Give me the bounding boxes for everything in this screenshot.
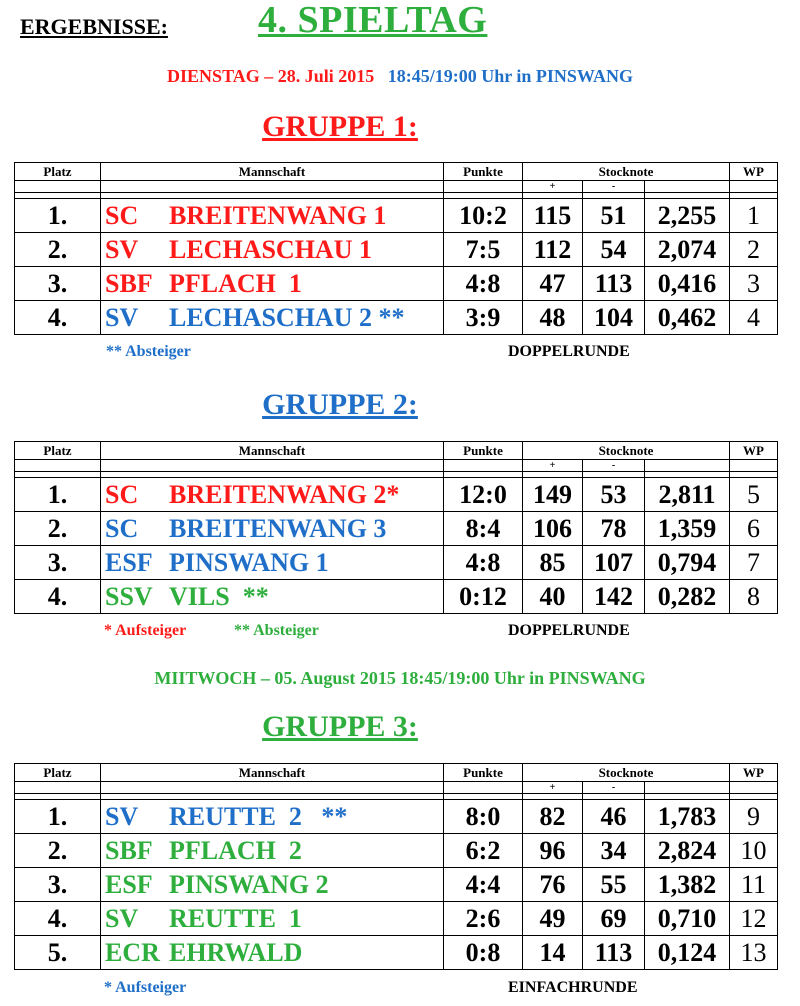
col-plus: +	[523, 181, 583, 193]
stock-minus-cell: 55	[583, 868, 645, 902]
wp-cell: 6	[730, 512, 778, 546]
team-row	[15, 834, 778, 868]
team-name: EHRWALD	[169, 937, 303, 967]
subheader-blank	[730, 181, 778, 193]
team-row	[15, 936, 778, 970]
date-line-tuesday	[0, 66, 800, 87]
col-mannschaft: Mannschaft	[101, 442, 444, 460]
subheader-blank	[101, 782, 444, 794]
stock-quotient-cell: 2,074	[645, 233, 730, 267]
team-cell	[101, 199, 444, 233]
team-name: BREITENWANG 1	[169, 200, 387, 230]
points-cell: 0:12	[444, 580, 523, 614]
stock-plus-cell: 112	[523, 233, 583, 267]
club-abbr: SBF	[105, 268, 153, 298]
stock-quotient-cell: 1,382	[645, 868, 730, 902]
points-cell: 10:2	[444, 199, 523, 233]
wp-cell: 10	[730, 834, 778, 868]
stock-minus-cell: 54	[583, 233, 645, 267]
col-stocknote: Stocknote	[523, 163, 730, 181]
stock-plus-cell: 85	[523, 546, 583, 580]
col-plus: +	[523, 782, 583, 794]
wp-cell: 4	[730, 301, 778, 335]
team-row	[15, 199, 778, 233]
tuesday-time-place: 18:45/19:00 Uhr in PINSWANG	[387, 66, 633, 86]
group-3-note: * Aufsteiger	[104, 979, 187, 996]
stock-quotient-cell: 2,824	[645, 834, 730, 868]
wp-cell: 9	[730, 800, 778, 834]
stock-minus-cell: 78	[583, 512, 645, 546]
club-abbr: SSV	[105, 581, 153, 611]
col-stocknote: Stocknote	[523, 442, 730, 460]
stock-minus-cell: 53	[583, 478, 645, 512]
team-name: BREITENWANG 2*	[169, 479, 400, 509]
wp-cell: 5	[730, 478, 778, 512]
stock-plus-cell: 76	[523, 868, 583, 902]
team-name: LECHASCHAU 1	[169, 234, 372, 264]
header-row	[15, 764, 778, 782]
club-abbr: SC	[105, 479, 139, 509]
stock-plus-cell: 14	[523, 936, 583, 970]
group-1-title: GRUPPE 1:	[262, 110, 418, 143]
stock-plus-cell: 40	[523, 580, 583, 614]
col-punkte: Punkte	[444, 442, 523, 460]
subheader-row	[15, 460, 778, 472]
subheader-blank	[101, 181, 444, 193]
group-2-note-a: * Aufsteiger	[104, 622, 187, 639]
stock-minus-cell: 51	[583, 199, 645, 233]
wp-cell: 12	[730, 902, 778, 936]
col-stocknote: Stocknote	[523, 764, 730, 782]
club-abbr: SC	[105, 513, 139, 543]
col-minus: -	[583, 460, 645, 472]
club-abbr: SV	[105, 234, 139, 264]
team-cell	[101, 512, 444, 546]
points-cell: 4:8	[444, 546, 523, 580]
stock-quotient-cell: 1,783	[645, 800, 730, 834]
stock-plus-cell: 48	[523, 301, 583, 335]
subheader-blank	[645, 181, 730, 193]
team-row	[15, 800, 778, 834]
stock-minus-cell: 142	[583, 580, 645, 614]
col-platz: Platz	[15, 764, 101, 782]
wp-cell: 11	[730, 868, 778, 902]
stock-minus-cell: 107	[583, 546, 645, 580]
rank-cell: 1.	[15, 800, 101, 834]
stock-quotient-cell: 0,710	[645, 902, 730, 936]
points-cell: 4:4	[444, 868, 523, 902]
team-cell	[101, 267, 444, 301]
stock-quotient-cell: 2,255	[645, 199, 730, 233]
points-cell: 7:5	[444, 233, 523, 267]
stock-plus-cell: 96	[523, 834, 583, 868]
subheader-blank	[15, 181, 101, 193]
team-cell	[101, 546, 444, 580]
points-cell: 0:8	[444, 936, 523, 970]
col-punkte: Punkte	[444, 163, 523, 181]
col-minus: -	[583, 181, 645, 193]
group-2-table	[14, 441, 778, 614]
rank-cell: 1.	[15, 478, 101, 512]
stock-minus-cell: 113	[583, 267, 645, 301]
group-2-format: DOPPELRUNDE	[508, 622, 630, 639]
team-row	[15, 868, 778, 902]
group-1-note: ** Absteiger	[106, 343, 191, 360]
team-row	[15, 233, 778, 267]
wp-cell: 7	[730, 546, 778, 580]
stock-quotient-cell: 2,811	[645, 478, 730, 512]
rank-cell: 4.	[15, 580, 101, 614]
rank-cell: 2.	[15, 834, 101, 868]
points-cell: 8:0	[444, 800, 523, 834]
col-wp: WP	[730, 163, 778, 181]
subheader-blank	[645, 782, 730, 794]
subheader-blank	[15, 782, 101, 794]
col-punkte: Punkte	[444, 764, 523, 782]
rank-cell: 2.	[15, 233, 101, 267]
subheader-blank	[444, 782, 523, 794]
header-row	[15, 163, 778, 181]
rank-cell: 4.	[15, 902, 101, 936]
rank-cell: 3.	[15, 267, 101, 301]
stock-quotient-cell: 0,416	[645, 267, 730, 301]
rank-cell: 3.	[15, 546, 101, 580]
club-abbr: SV	[105, 801, 139, 831]
team-cell	[101, 834, 444, 868]
wp-cell: 8	[730, 580, 778, 614]
col-platz: Platz	[15, 163, 101, 181]
stock-quotient-cell: 1,359	[645, 512, 730, 546]
points-cell: 6:2	[444, 834, 523, 868]
club-abbr: ESF	[105, 547, 153, 577]
wp-cell: 2	[730, 233, 778, 267]
col-platz: Platz	[15, 442, 101, 460]
col-wp: WP	[730, 764, 778, 782]
subheader-blank	[444, 460, 523, 472]
team-cell	[101, 868, 444, 902]
group-3-table	[14, 763, 778, 970]
stock-plus-cell: 47	[523, 267, 583, 301]
rank-cell: 1.	[15, 199, 101, 233]
rank-cell: 4.	[15, 301, 101, 335]
matchday-title: 4. SPIELTAG	[258, 0, 488, 41]
team-row	[15, 546, 778, 580]
group-3-title: GRUPPE 3:	[262, 710, 418, 743]
club-abbr: SV	[105, 302, 139, 332]
subheader-row	[15, 782, 778, 794]
subheader-blank	[101, 460, 444, 472]
points-cell: 8:4	[444, 512, 523, 546]
subheader-row	[15, 181, 778, 193]
points-cell: 2:6	[444, 902, 523, 936]
results-label: ERGEBNISSE:	[20, 14, 168, 39]
team-cell	[101, 902, 444, 936]
team-row	[15, 580, 778, 614]
group-1-table	[14, 162, 778, 335]
stock-plus-cell: 82	[523, 800, 583, 834]
team-name: REUTTE 1	[169, 903, 302, 933]
wp-cell: 13	[730, 936, 778, 970]
points-cell: 12:0	[444, 478, 523, 512]
club-abbr: ESF	[105, 869, 153, 899]
group-1-format: DOPPELRUNDE	[508, 343, 630, 360]
team-name: REUTTE 2 **	[169, 801, 348, 831]
rank-cell: 3.	[15, 868, 101, 902]
stock-minus-cell: 34	[583, 834, 645, 868]
stock-plus-cell: 115	[523, 199, 583, 233]
header-row	[15, 442, 778, 460]
stock-plus-cell: 106	[523, 512, 583, 546]
rank-cell: 5.	[15, 936, 101, 970]
team-cell	[101, 580, 444, 614]
subheader-blank	[730, 782, 778, 794]
team-name: PINSWANG 1	[169, 547, 329, 577]
subheader-blank	[730, 460, 778, 472]
team-row	[15, 478, 778, 512]
group-2-title: GRUPPE 2:	[262, 388, 418, 421]
team-cell	[101, 478, 444, 512]
col-minus: -	[583, 782, 645, 794]
team-row	[15, 267, 778, 301]
team-name: PFLACH 1	[169, 268, 302, 298]
stock-plus-cell: 149	[523, 478, 583, 512]
stock-quotient-cell: 0,124	[645, 936, 730, 970]
points-cell: 4:8	[444, 267, 523, 301]
team-row	[15, 512, 778, 546]
team-name: LECHASCHAU 2 **	[169, 302, 405, 332]
stock-minus-cell: 46	[583, 800, 645, 834]
team-cell	[101, 301, 444, 335]
team-cell	[101, 233, 444, 267]
club-abbr: SC	[105, 200, 139, 230]
stock-minus-cell: 113	[583, 936, 645, 970]
team-cell	[101, 936, 444, 970]
team-name: PINSWANG 2	[169, 869, 329, 899]
subheader-blank	[645, 460, 730, 472]
team-row	[15, 301, 778, 335]
wp-cell: 1	[730, 199, 778, 233]
stock-quotient-cell: 0,462	[645, 301, 730, 335]
points-cell: 3:9	[444, 301, 523, 335]
subheader-blank	[444, 181, 523, 193]
stock-plus-cell: 49	[523, 902, 583, 936]
group-2-note-b: ** Absteiger	[234, 622, 319, 639]
stock-minus-cell: 69	[583, 902, 645, 936]
col-mannschaft: Mannschaft	[101, 163, 444, 181]
team-name: BREITENWANG 3	[169, 513, 387, 543]
col-mannschaft: Mannschaft	[101, 764, 444, 782]
club-abbr: ECR	[105, 937, 160, 967]
club-abbr: SBF	[105, 835, 153, 865]
stock-quotient-cell: 0,794	[645, 546, 730, 580]
club-abbr: SV	[105, 903, 139, 933]
team-row	[15, 902, 778, 936]
rank-cell: 2.	[15, 512, 101, 546]
col-plus: +	[523, 460, 583, 472]
team-name: VILS **	[169, 581, 269, 611]
stock-minus-cell: 104	[583, 301, 645, 335]
group-3-format: EINFACHRUNDE	[508, 979, 638, 996]
col-wp: WP	[730, 442, 778, 460]
wp-cell: 3	[730, 267, 778, 301]
tuesday-date: DIENSTAG – 28. Juli 2015	[167, 66, 375, 86]
team-name: PFLACH 2	[169, 835, 302, 865]
date-line-wednesday: MIITWOCH – 05. August 2015 18:45/19:00 Uhr in PINSWANG	[154, 668, 646, 688]
subheader-blank	[15, 460, 101, 472]
team-cell	[101, 800, 444, 834]
stock-quotient-cell: 0,282	[645, 580, 730, 614]
